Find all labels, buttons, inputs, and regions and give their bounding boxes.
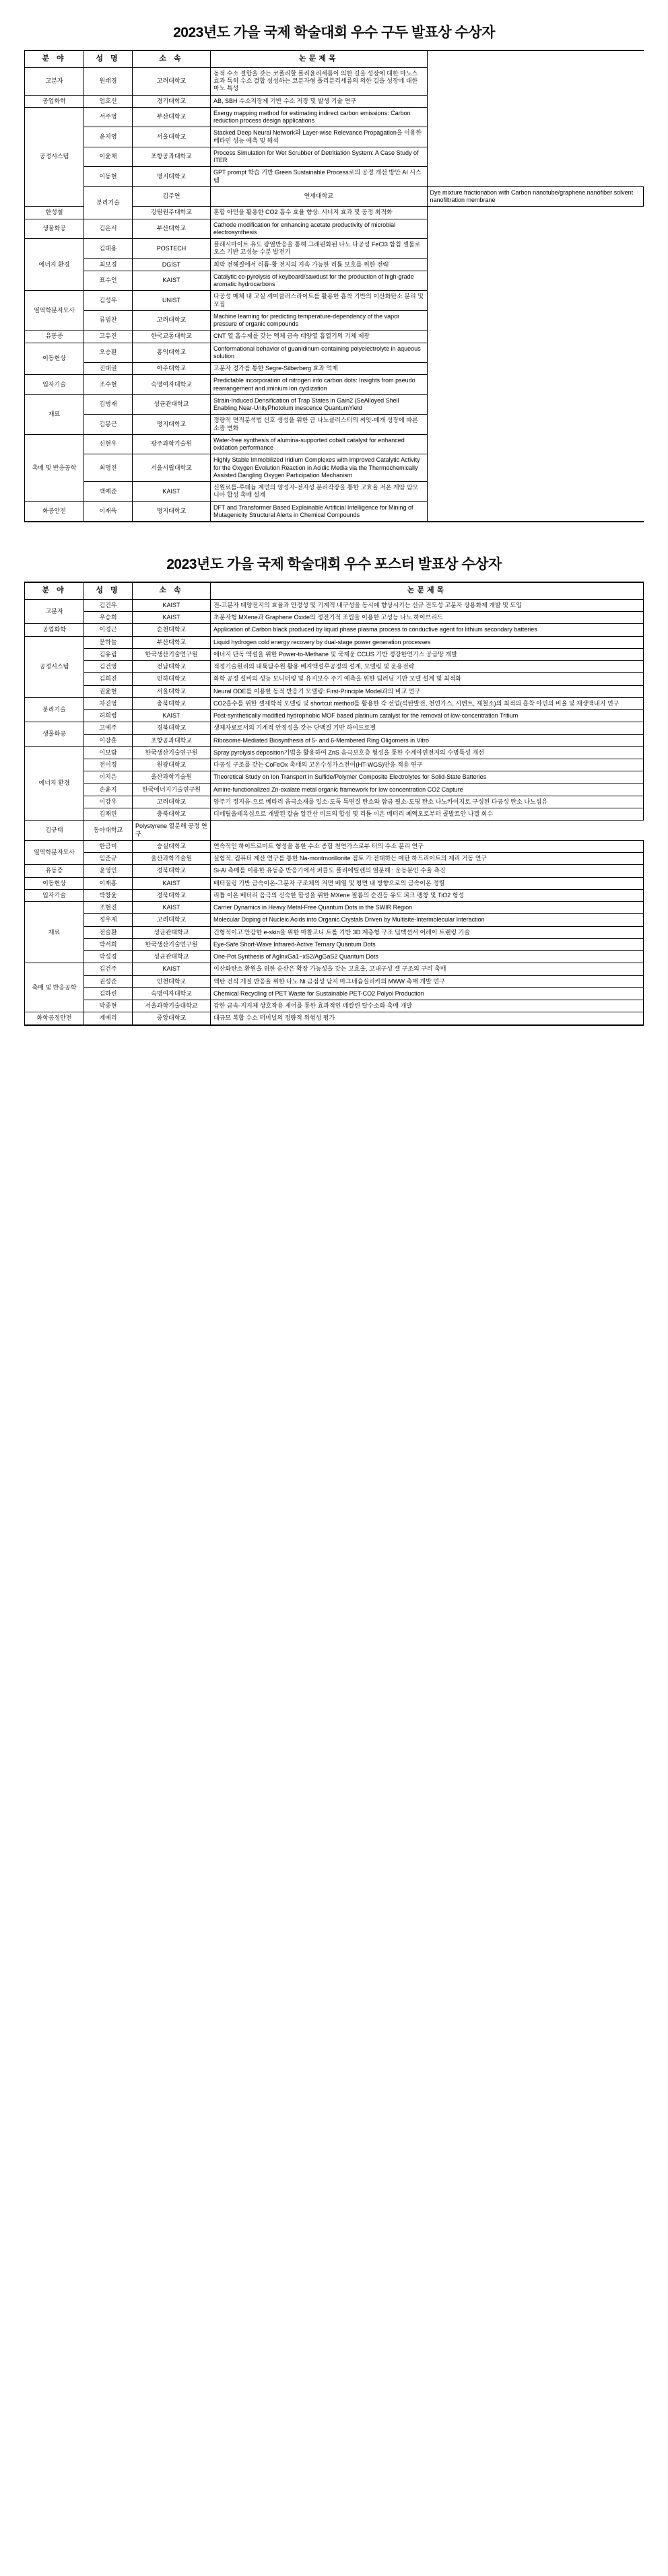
cell-field: 촉매 및 반응공학: [25, 963, 84, 1012]
cell-name: 허희령: [84, 710, 133, 722]
cell-paper-title: 동적 수소 결합을 갖는 코폴리할 폴리윤리세름이 의한 길을 성장에 대한 마노스 효과 특히 수소 결합 성성하는 코분자형 폴리분리세름의 의한 길을 성장에 대한 마노 특성: [211, 67, 428, 95]
document-page: [0, 0, 668, 1046]
cell-affiliation: 숭실대학교: [133, 840, 211, 852]
cell-paper-title: 신원료를-루테늄 계면의 양성자-전자성 분리작장을 통한 고효율 저온 게암 암모니아 합성 촉매 설계: [211, 482, 428, 502]
cell-name: 권성준: [84, 975, 133, 987]
cell-name: 문하늘: [84, 636, 133, 648]
table-row: [25, 889, 644, 901]
table-row: [25, 1012, 644, 1025]
cell-affiliation: 한국생산기술연구원: [133, 746, 211, 759]
cell-affiliation: KAIST: [133, 710, 211, 722]
table-row: [25, 975, 644, 987]
cell-paper-title: Spray pyrolysis deposition기법을 활용하여 ZnS 음극보호층 형성을 통한 수계아연전지의 수명특성 개선: [211, 746, 644, 759]
cell-paper-title: CNT 열 흡수제를 갖는 액체 금속 태양열 흡열기의 기체 제광: [211, 330, 428, 343]
cell-paper-title: One-Pot Synthesis of AgInxGa1−xS2/AgGaS2 Quantum Dots: [211, 951, 644, 963]
cell-name: 이보람: [84, 746, 133, 759]
cell-name: 이지은: [84, 771, 133, 784]
cell-field: 공정시스템: [25, 636, 84, 697]
cell-field: 공정시스템: [25, 107, 84, 207]
cell-name: 윤지영: [84, 127, 133, 147]
cell-paper-title: CO2흡수를 위한 셀제학적 모델링 및 shortcut method를 활용한 각 선업(석탄발전, 천연가스, 시멘트, 제철소)의 최적의 흡착 아민의 비율 및 재생액내지 연구: [211, 697, 644, 709]
table-row: [25, 147, 644, 167]
table-row: [25, 963, 644, 975]
cell-affiliation: KAIST: [133, 599, 211, 611]
table-row: [25, 865, 644, 877]
cell-paper-title: Neural ODE를 이용한 동적 반응기 모델링: First-Principle Model과의 비교 연구: [211, 685, 644, 697]
page-title-oral: 2023년도 가을 국제 학술대회 우수 구두 발표상 수상자: [173, 25, 495, 40]
award-table-oral: [24, 50, 644, 522]
cell-affiliation: KAIST: [133, 877, 211, 889]
cell-name: 원태경: [84, 67, 133, 95]
cell-name: 한성철: [25, 207, 84, 219]
cell-paper-title: 디메틸올테옥십으로 개발된 칼슘 알간산 비드의 합성 및 리튬 이온 베터리 폐액오로부터 콜발트안 나겔 회수: [211, 808, 644, 821]
cell-affiliation: 한국생산기술연구원: [133, 938, 211, 950]
table-row: [25, 746, 644, 759]
column-header-name: 성 명: [84, 582, 133, 599]
cell-paper-title: DFT and Transformer Based Explainable Artificial Intelligence for Mining of Mutagenicity Structural Alerts in Chemical Compounds: [211, 501, 428, 522]
table-row: [25, 186, 644, 207]
cell-name: 손윤지: [84, 784, 133, 796]
cell-name: 김봉근: [84, 415, 133, 435]
cell-field: 공업화학: [25, 95, 84, 107]
cell-affiliation: 충북대학교: [133, 808, 211, 821]
cell-paper-title: Theoretical Study on Ion Transport in Sulfide/Polymer Composite Electrolytes for Solid-State Batteries: [211, 771, 644, 784]
cell-paper-title: Cathode modification for enhancing acetate productivity of microbial electrosynthesis: [211, 219, 428, 239]
cell-affiliation: KAIST: [133, 482, 211, 502]
cell-paper-title: Chemical Recycling of PET Waste for Sustainable PET-CO2 Polyol Production: [211, 987, 644, 1000]
cell-name: 우승희: [84, 612, 133, 624]
cell-paper-title: 화학 공정 설비의 성능 모니터링 및 유지보수 주기 예측을 위한 딥러닝 기반 모델 설계 및 최적화: [211, 673, 644, 685]
cell-paper-title: 리튬 이온 베터리 음극의 신숙한 합성을 위한 MXene 필름의 순진등 유도 피크 팽창 및 TiO2 형성: [211, 889, 644, 901]
cell-affiliation: 고려대학교: [133, 914, 211, 926]
cell-paper-title: Molecular Doping of Nucleic Acids into Organic Crystals Driven by Multisite-Intermolecular Interaction: [211, 914, 644, 926]
cell-name: 이강훈: [84, 734, 133, 746]
cell-name: 박창윤: [84, 889, 133, 901]
cell-paper-title: Water-free synthesis of alumina-supported cobalt catalyst for enhanced oxidation performance: [211, 434, 428, 454]
cell-paper-title: 정량적 면적분석법 신호 생성을 위한 금 나노클러스터의 씨앗-매개 성장에 따른 소광 변화: [211, 415, 428, 435]
cell-affiliation: 서울과학기술대학교: [133, 1000, 211, 1012]
table-row: [25, 938, 644, 950]
cell-paper-title: 배터질링 기반 금속이온-그분자 구조체의 겨면 배열 및 평면 내 방향으로의 금속이온 정렬: [211, 877, 644, 889]
cell-name: 고유진: [84, 330, 133, 343]
cell-affiliation: UNIST: [133, 291, 211, 311]
table-row: [25, 219, 644, 239]
cell-field: 입자기술: [25, 889, 84, 901]
cell-name: 이재홍: [84, 877, 133, 889]
cell-paper-title: 에너지 단독 엑설을 위한 Power-to-Methane 및 국제운 CCUS 기반 정강한연기스 공급망 개발: [211, 648, 644, 660]
cell-affiliation: 한국생산기술연구원: [133, 648, 211, 660]
table-row: [25, 697, 644, 709]
cell-affiliation: 고려대학교: [133, 67, 211, 95]
table-row: [25, 310, 644, 330]
table-row: [25, 1000, 644, 1012]
page-title-poster: 2023년도 가을 국제 학술대회 우수 포스터 발표상 수상자: [166, 557, 502, 572]
cell-affiliation: 명지대학교: [133, 415, 211, 435]
cell-name: 김채린: [84, 808, 133, 821]
cell-affiliation: 포항공과대학교: [133, 147, 211, 167]
award-table-body-oral: [25, 67, 644, 522]
cell-affiliation: KAIST: [133, 271, 211, 291]
column-header-field: 분 야: [25, 582, 84, 599]
cell-affiliation: 홍익대학교: [133, 343, 211, 363]
cell-paper-title: Si-Al 촉매를 이용한 유동층 반응기에서 퍼클도 플리에틸렌의 열분해 : 운동분인 수율 측진: [211, 865, 644, 877]
cell-affiliation: POSTECH: [133, 239, 211, 259]
cell-paper-title: Exergy mapping method for estimating indirect carbon emissions: Carbon reduction process design applications: [211, 107, 428, 127]
cell-paper-title: 희박 전해질에서 리튬-황 전지의 지속 가능한 리튬 보호를 위한 전략: [211, 258, 428, 271]
table-row: [25, 239, 644, 259]
cell-name: 박종현: [84, 1000, 133, 1012]
cell-affiliation: 서울대학교: [133, 127, 211, 147]
table-row: [25, 877, 644, 889]
cell-paper-title: Application of Carbon black produced by liquid phase plasma process to conductive agent for lithium secondary batteries: [211, 624, 644, 636]
cell-paper-title: Liquid hydrogen cold energy recovery by dual-stage power generation processes: [211, 636, 644, 648]
cell-paper-title: 실험적, 컴퓨터 계산 연구를 통한 Na-montmorillonite 점토 가 전대하는 메탄 하드리이트의 제리 거동 연구: [211, 853, 644, 865]
cell-name: 김병재: [84, 394, 133, 415]
cell-field: 재료: [25, 902, 84, 963]
cell-affiliation: 아주대학교: [133, 363, 211, 375]
table-row: [25, 612, 644, 624]
cell-paper-title: Stacked Deep Neural Network와 Layer-wise Relevance Propagation을 이용한 베타민 성능 예측 및 해석: [211, 127, 428, 147]
cell-name: 김건영: [84, 661, 133, 673]
table-row: [25, 914, 644, 926]
cell-name: 김은서: [84, 219, 133, 239]
table-row: [25, 673, 644, 685]
cell-affiliation: 경북대학교: [133, 865, 211, 877]
cell-affiliation: KAIST: [133, 963, 211, 975]
cell-name: 계예리: [84, 1012, 133, 1025]
cell-paper-title: 다공성 매체 내 고실 셰미클러스라이트를 활용한 흡착 기반의 이산화탄소 분리 및 포집: [211, 291, 428, 311]
cell-affiliation: 울산과학기술원: [133, 853, 211, 865]
cell-name: 김유림: [84, 648, 133, 660]
cell-paper-title: Ribosome-Mediated Biosynthesis of 5- and 6-Membered Ring Oligomers in Vitro: [211, 734, 644, 746]
cell-affiliation: 부산대학교: [133, 107, 211, 127]
table-header-row: [25, 50, 644, 67]
cell-affiliation: DGIST: [133, 258, 211, 271]
cell-paper-title: Highly Stable Immobilized Iridium Complexes with Improved Catalytic Activity for the Oxygen Evolution Reaction in Acidic Media via the Thermochemically Assisted Dangling Oxygen Participation Mechanism: [211, 454, 428, 482]
cell-field: 분리기술: [25, 697, 84, 722]
table-row: [25, 291, 644, 311]
cell-paper-title: 전-고분자 태양전지의 효율과 안정성 및 기계적 내구성을 동시에 향상시키는 신규 전도성 고분자 상용화제 개발 및 도입: [211, 599, 644, 611]
cell-name: 김건주: [84, 963, 133, 975]
table-header-row: [25, 582, 644, 599]
cell-name: 권윤현: [84, 685, 133, 697]
cell-field: 이동현상: [25, 343, 84, 375]
cell-affiliation: 숙명여자대학교: [133, 987, 211, 1000]
cell-name: 전슬환: [84, 926, 133, 938]
cell-paper-title: AB, SBH 수소저장제 기반 수소 저장 및 발생 기술 연구: [211, 95, 428, 107]
cell-name: 박성경: [84, 951, 133, 963]
cell-affiliation: 숙명여자대학교: [133, 375, 211, 395]
cell-name: 김주연: [133, 186, 211, 207]
cell-field: 생물화공: [25, 219, 84, 239]
table-row: [25, 127, 644, 147]
table-row: [25, 107, 644, 127]
cell-name: 조현진: [84, 902, 133, 914]
cell-name: 엄호선: [84, 95, 133, 107]
cell-paper-title: Post-synthetically modified hydrophobic MOF based platinum catalyst for the removal of low-concentration Tritium: [211, 710, 644, 722]
cell-field: 열역학분자모사: [25, 291, 84, 330]
cell-name: 김규태: [25, 821, 84, 841]
cell-name: 류범찬: [84, 310, 133, 330]
table-row: [25, 808, 644, 821]
cell-paper-title: Machine learning for predicting temperature-dependency of the vapor pressure of organic compounds: [211, 310, 428, 330]
cell-paper-title: 연속적인 하이드로미트 형성을 통한 수소 종합 천연가스로부 터의 수소 분리 연구: [211, 840, 644, 852]
cell-name: 정우제: [84, 914, 133, 926]
cell-affiliation: 원광대학교: [133, 759, 211, 771]
table-row: [25, 434, 644, 454]
table-row: [25, 821, 644, 841]
table-row: [25, 796, 644, 808]
cell-field: 열역학분자모사: [25, 840, 84, 865]
table-row: [25, 363, 644, 375]
cell-name: 김대용: [84, 239, 133, 259]
cell-field: 입자기술: [25, 375, 84, 395]
cell-name: 최보경: [84, 258, 133, 271]
cell-name: 표수인: [84, 271, 133, 291]
column-header-paper-title: 논문제목: [211, 50, 428, 67]
cell-paper-title: Process Simulation for Wet Scrubber of Detritiation System: A Case Study of ITER: [211, 147, 428, 167]
cell-field: 화공안전: [25, 501, 84, 522]
cell-affiliation: 성균관대학교: [133, 951, 211, 963]
cell-paper-title: Amine-functionalized Zn-oxalate metal organic framework for low concentration CO2 Capture: [211, 784, 644, 796]
table-row: [25, 926, 644, 938]
cell-name: 박서희: [84, 938, 133, 950]
table-row: [25, 330, 644, 343]
cell-paper-title: 플래시마이트 유도 광열반응을 통해 그래핀화된 나노 다공성 FeCl3 함침 셀룰로오스 기반 고성능 수분 발전기: [211, 239, 428, 259]
table-row: [25, 722, 644, 734]
cell-name: 신현우: [84, 434, 133, 454]
table-row: [25, 599, 644, 611]
award-table-poster: [24, 582, 644, 1026]
cell-affiliation: 고려대학교: [133, 796, 211, 808]
column-header-affiliation: 소 속: [133, 50, 211, 67]
cell-field: 재료: [25, 394, 84, 434]
cell-name: 백예준: [84, 482, 133, 502]
table-row: [25, 636, 644, 648]
table-row: [25, 394, 644, 415]
cell-paper-title: 대규모 복합 수소 터미널의 정량적 위험성 평가: [211, 1012, 644, 1025]
cell-paper-title: 액탄 건식 개질 반응율 위한 나노 Ni 금점성 담지 마그네슘실리카의 MWW 촉매 개발 연구: [211, 975, 644, 987]
cell-field: 분리기술: [84, 186, 133, 219]
cell-paper-title: 감한 금속-지지체 상호작용 제어를 통한 효과적인 데칼린 탈수소화 촉매 개발: [211, 1000, 644, 1012]
cell-name: 한금미: [84, 840, 133, 852]
cell-name: 오승환: [84, 343, 133, 363]
cell-name: 고예주: [84, 722, 133, 734]
cell-name: 김성우: [84, 291, 133, 311]
cell-affiliation: 광주과학기술원: [133, 434, 211, 454]
table-row: [25, 624, 644, 636]
cell-name: 차진영: [84, 697, 133, 709]
cell-paper-title: Predictable incorporation of nitrogen into carbon dots: Insights from pseudo rearrangement and iminium ion cyclization: [211, 375, 428, 395]
cell-paper-title: Carrier Dynamics in Heavy Metal-Free Quantum Dots in the SWIR Region: [211, 902, 644, 914]
table-row: [25, 67, 644, 95]
table-row: [25, 853, 644, 865]
table-row: [25, 661, 644, 673]
cell-affiliation: 성균관대학교: [133, 926, 211, 938]
table-row: [25, 648, 644, 660]
cell-field: 촉매 및 반응공학: [25, 434, 84, 501]
table-row: [25, 501, 644, 522]
cell-affiliation: 인하대학교: [133, 673, 211, 685]
table-row: [25, 415, 644, 435]
column-header-field: 분 야: [25, 50, 84, 67]
cell-name: 조수현: [84, 375, 133, 395]
award-table-body-poster: [25, 599, 644, 1024]
table-row: [25, 759, 644, 771]
table-row: [25, 902, 644, 914]
table-row: [25, 343, 644, 363]
table-row: [25, 951, 644, 963]
cell-affiliation: 강원원주대학교: [133, 207, 211, 219]
cell-affiliation: 순천대학교: [133, 624, 211, 636]
cell-affiliation: 포항공과대학교: [133, 734, 211, 746]
cell-affiliation: 연세대학교: [211, 186, 428, 207]
cell-paper-title: Eye-Safe Short-Wave Infrared-Active Ternary Quantum Dots: [211, 938, 644, 950]
cell-paper-title: 양주기 정지음-으로 베타리 음극소재를 일소-도둑 특면질 탄소와 함금 필소-도핑 탄소 나노카이지로 구성된 다공성 탄소 나노섬유: [211, 796, 644, 808]
cell-affiliation: 경북대학교: [133, 722, 211, 734]
cell-name: 김하린: [84, 987, 133, 1000]
cell-name: 서주영: [84, 107, 133, 127]
cell-affiliation: 울산과학기술원: [133, 771, 211, 784]
cell-name: 이윤채: [84, 147, 133, 167]
cell-paper-title: Conformational behavior of guanidinum-containing polyelectrolyte in aqueous solution: [211, 343, 428, 363]
table-row: [25, 271, 644, 291]
cell-affiliation: 한국교통대학교: [133, 330, 211, 343]
cell-field: 화학공정안전: [25, 1012, 84, 1025]
cell-paper-title: Polystyrene 열분해 공정 연구: [133, 821, 211, 841]
cell-name: 이강우: [84, 796, 133, 808]
cell-paper-title: 고분자 정가를 통한 Segre-Silberberg 효과 억제: [211, 363, 428, 375]
table-row: [25, 840, 644, 852]
cell-field: 생물화공: [25, 722, 84, 747]
cell-paper-title: 적정기술원리의 내륙담수원 활용 베지액설루공정의 설계, 모델링 및 운용전략: [211, 661, 644, 673]
cell-affiliation: 전남대학교: [133, 661, 211, 673]
cell-name: 임준규: [84, 853, 133, 865]
cell-name: 김희진: [84, 673, 133, 685]
cell-affiliation: 부산대학교: [133, 219, 211, 239]
cell-name: 이동현: [84, 167, 133, 187]
cell-field: 유동증: [25, 865, 84, 877]
table-row: [25, 987, 644, 1000]
cell-paper-title: Catalytic co-pyrolysis of keyboard/sawdust for the production of high-grade aromatic hydrocarbons: [211, 271, 428, 291]
column-header-affiliation: 소 속: [133, 582, 211, 599]
column-header-name: 성 명: [84, 50, 133, 67]
table-row: [25, 710, 644, 722]
cell-affiliation: 명지대학교: [133, 501, 211, 522]
table-row: [25, 734, 644, 746]
cell-affiliation: 중앙대학교: [133, 1012, 211, 1025]
cell-field: 공업화학: [25, 624, 84, 636]
cell-paper-title: Strain-Induced Densification of Trap States in Gain2 (SeAlloyed Shell Enabling Near-UnityPhotolum inescence QuantumYield: [211, 394, 428, 415]
cell-name: 이경근: [84, 624, 133, 636]
table-row: [25, 685, 644, 697]
cell-affiliation: 한국에너지기술연구원: [133, 784, 211, 796]
table-row: [25, 784, 644, 796]
table-row: [25, 167, 644, 187]
cell-field: 고분자: [25, 599, 84, 624]
cell-paper-title: GPT prompt 학습 기반 Green Sustainable Process로의 공정 개선 방안 AI 시스템: [211, 167, 428, 187]
cell-affiliation: 성균관대학교: [133, 394, 211, 415]
cell-paper-title: 긴형적이고 안감한 e-skin을 위한 마찰고니 트롤 기반 3D 계층형 구조 딥벡션서 어레이 트랜링 기술: [211, 926, 644, 938]
cell-affiliation: 서울시립대학교: [133, 454, 211, 482]
table-row: [25, 482, 644, 502]
cell-name: 최명진: [84, 454, 133, 482]
column-header-paper-title: 논문제목: [211, 582, 644, 599]
cell-field: 이동현상: [25, 877, 84, 889]
cell-affiliation: 충북대학교: [133, 697, 211, 709]
cell-field: 유동증: [25, 330, 84, 343]
cell-field: 고분자: [25, 67, 84, 95]
cell-affiliation: 부산대학교: [133, 636, 211, 648]
cell-affiliation: KAIST: [133, 612, 211, 624]
table-row: [25, 258, 644, 271]
cell-paper-title: 혼합 아민을 활용한 CO2 흡수 효율 향상: 시너지 효과 및 공정 최적화: [211, 207, 428, 219]
cell-name: 윤영인: [84, 865, 133, 877]
table-row: [25, 771, 644, 784]
cell-field: 에너지 환경: [25, 746, 84, 821]
cell-affiliation: 인천대학교: [133, 975, 211, 987]
cell-affiliation: 고려대학교: [133, 310, 211, 330]
cell-affiliation: 서울대학교: [133, 685, 211, 697]
cell-affiliation: 경기대학교: [133, 95, 211, 107]
cell-field: 에너지 환경: [25, 239, 84, 291]
cell-paper-title: 다공성 구조를 갖는 CoFeOx 촉매의 고온수성가스전이(HT-WGS)반응 적용 연구: [211, 759, 644, 771]
cell-affiliation: KAIST: [133, 902, 211, 914]
cell-paper-title: 생체자료로서의 기계적 안정성을 갖는 단백질 기반 하이드로젤: [211, 722, 644, 734]
cell-name: 김건우: [84, 599, 133, 611]
cell-paper-title: Dye mixture fractionation with Carbon nanotube/graphene nanofiber solvent nanofiltration membrane: [427, 186, 644, 207]
cell-paper-title: 초분자형 MXene과 Graphene Oxide의 정전기적 조립을 이용한 고성능 나노 하이브리드: [211, 612, 644, 624]
cell-affiliation: 명지대학교: [133, 167, 211, 187]
table-row: [25, 95, 644, 107]
cell-name: 전이정: [84, 759, 133, 771]
cell-paper-title: 이산화탄소 환원을 위한 순산은 확장 가능성을 갖는 고효율, 고내구성 셀 구조의 구리 촉매: [211, 963, 644, 975]
table-row: [25, 454, 644, 482]
cell-affiliation: 동아대학교: [84, 821, 133, 841]
cell-affiliation: 경북대학교: [133, 889, 211, 901]
table-row: [25, 375, 644, 395]
cell-name: 진대권: [84, 363, 133, 375]
cell-name: 이재욱: [84, 501, 133, 522]
